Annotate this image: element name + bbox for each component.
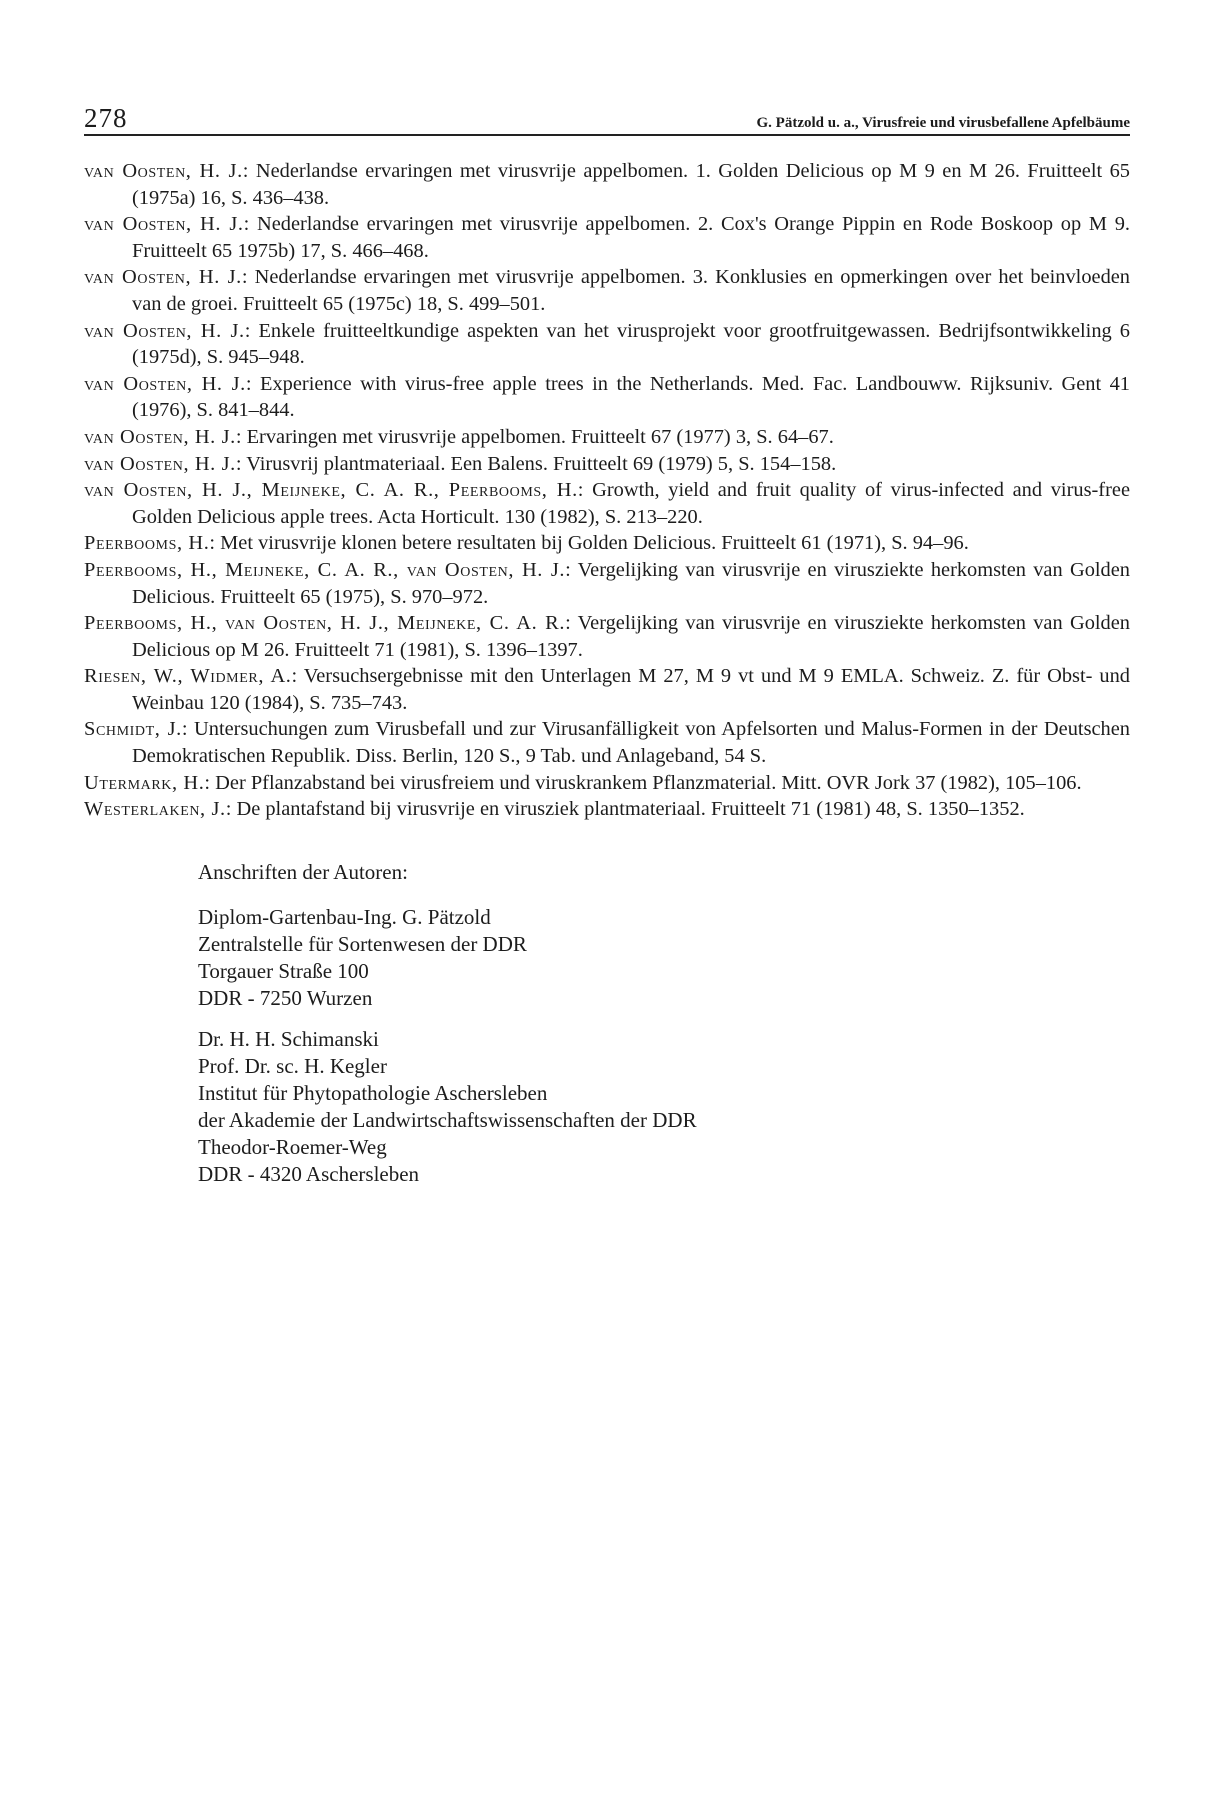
- reference-item: [84, 318, 1130, 371]
- reference-item: [84, 770, 1130, 797]
- address-block-1: [198, 904, 1130, 1012]
- running-title: G. Pätzold u. a., Virusfreie und virusbefallene Apfelbäume: [756, 115, 1130, 131]
- author-addresses: [198, 859, 1130, 1188]
- address-line: der Akademie der Landwirtschaftswissenschaften der DDR: [198, 1107, 697, 1132]
- reference-text: : Untersuchungen zum Virusbefall und zur Virusanfälligkeit von Apfelsorten und Malus-Formen in der Deutschen Demokratischen Republik. Diss. Berlin, 120 S., 9 Tab. und Anlageband, 54 S.: [132, 718, 1130, 768]
- reference-item: [84, 451, 1130, 478]
- reference-item: [84, 796, 1130, 823]
- reference-authors: Peerbooms, H.: [84, 532, 210, 555]
- address-line: Dr. H. H. Schimanski: [198, 1026, 379, 1051]
- reference-item: [84, 557, 1130, 610]
- reference-text: : De plantafstand bij virusvrije en virusziek plantmateriaal. Fruitteelt 71 (1981) 48, S. 1350–1352.: [225, 798, 1025, 821]
- address-line: DDR - 4320 Aschersleben: [198, 1161, 420, 1186]
- reference-text: : Growth, yield and fruit quality of virus-infected and virus-free Golden Delicious apple trees. Acta Horticult. 130 (1982), S. 213–220.: [132, 479, 1130, 528]
- address-line: Prof. Dr. sc. H. Kegler: [198, 1053, 387, 1078]
- reference-text: : Der Pflanzabstand bei virusfreiem und viruskrankem Pflanzmaterial. Mitt. OVR Jork 37 (1982), 105–106.: [204, 771, 1082, 794]
- reference-text: : Met virusvrije klonen betere resultaten bij Golden Delicious. Fruitteelt 61 (1971), S. 94–96.: [209, 532, 969, 555]
- reference-item: [84, 371, 1130, 424]
- reference-authors: van Oosten, H. J.: [84, 160, 243, 182]
- reference-authors: van Oosten, H. J.: [84, 372, 246, 395]
- reference-authors: Utermark, H.: [84, 771, 205, 794]
- address-block-2: [198, 1026, 1130, 1188]
- reference-authors: Peerbooms, H., van Oosten, H. J., Meijneke, C. A. R.: [84, 612, 566, 635]
- reference-list: [84, 158, 1130, 823]
- address-line: DDR - 7250 Wurzen: [198, 985, 373, 1010]
- reference-item: [84, 610, 1130, 663]
- address-line: Theodor-Roemer-Weg: [198, 1134, 387, 1159]
- address-line: Zentralstelle für Sortenwesen der DDR: [198, 931, 527, 956]
- reference-authors: van Oosten, H. J.: [84, 266, 242, 289]
- reference-text: : Nederlandse ervaringen met virusvrije appelbomen. 1. Golden Delicious op M 9 en M 26. Fruitteelt 65 (1975a) 16, S. 436–438.: [132, 160, 1130, 209]
- reference-item: [84, 158, 1130, 211]
- reference-item: [84, 264, 1130, 317]
- reference-text: : Virusvrij plantmateriaal. Een Balens. Fruitteelt 69 (1979) 5, S. 154–158.: [235, 452, 837, 475]
- reference-text: : Vergelijking van virusvrije en virusziekte herkomsten van Golden Delicious op M 26. Fruitteelt 71 (1981), S. 1396–1397.: [132, 612, 1130, 661]
- reference-item: [84, 663, 1130, 716]
- reference-authors: van Oosten, H. J.: [84, 452, 236, 475]
- reference-authors: Peerbooms, H., Meijneke, C. A. R., van Oosten, H. J.: [84, 558, 566, 581]
- reference-authors: van Oosten, H. J.: [84, 213, 244, 236]
- page-number: 278: [84, 103, 128, 133]
- reference-item: [84, 716, 1130, 769]
- reference-item: [84, 477, 1130, 530]
- reference-text: : Vergelijking van virusvrije en virusziekte herkomsten van Golden Delicious. Fruitteelt 65 (1975), S. 970–972.: [132, 558, 1130, 608]
- reference-authors: van Oosten, H. J., Meijneke, C. A. R., Peerbooms, H.: [84, 479, 578, 502]
- reference-item: [84, 530, 1130, 557]
- reference-text: : Ervaringen met virusvrije appelbomen. Fruitteelt 67 (1977) 3, S. 64–67.: [235, 425, 834, 448]
- running-header: [84, 104, 1130, 136]
- address-line: Institut für Phytopathologie Aschersleben: [198, 1080, 548, 1105]
- reference-text: : Nederlandse ervaringen met virusvrije appelbomen. 3. Konklusies en opmerkingen over het beinvloeden van de groei. Fruitteelt 65 (1975c) 18, S. 499–501.: [132, 266, 1131, 315]
- reference-item: [84, 211, 1130, 264]
- reference-authors: van Oosten, H. J.: [84, 319, 245, 342]
- reference-text: : Versuchsergebnisse mit den Unterlagen M 27, M 9 vt und M 9 EMLA. Schweiz. Z. für Obst- und Weinbau 120 (1984), S. 735–743.: [132, 665, 1130, 714]
- reference-authors: Westerlaken, J.: [84, 798, 226, 821]
- reference-authors: Riesen, W., Widmer, A.: [84, 665, 292, 688]
- reference-item: [84, 424, 1130, 451]
- reference-authors: van Oosten, H. J.: [84, 425, 236, 448]
- address-line: Diplom-Gartenbau-Ing. G. Pätzold: [198, 904, 491, 929]
- address-line: Torgauer Straße 100: [198, 958, 369, 983]
- reference-text: : Nederlandse ervaringen met virusvrije appelbomen. 2. Cox's Orange Pippin en Rode Boskoop op M 9. Fruitteelt 65 1975b) 17, S. 466–468.: [132, 213, 1130, 262]
- reference-text: : Experience with virus-free apple trees in the Netherlands. Med. Fac. Landbouww. Rijksuniv. Gent 41 (1976), S. 841–844.: [132, 372, 1130, 422]
- reference-authors: Schmidt, J.: [84, 718, 182, 741]
- page: [84, 104, 1130, 1202]
- addresses-heading: Anschriften der Autoren:: [198, 859, 408, 884]
- reference-text: : Enkele fruitteeltkundige aspekten van het virusprojekt voor grootfruitgewassen. Bedrijfsontwikkeling 6 (1975d), S. 945–948.: [132, 319, 1131, 369]
